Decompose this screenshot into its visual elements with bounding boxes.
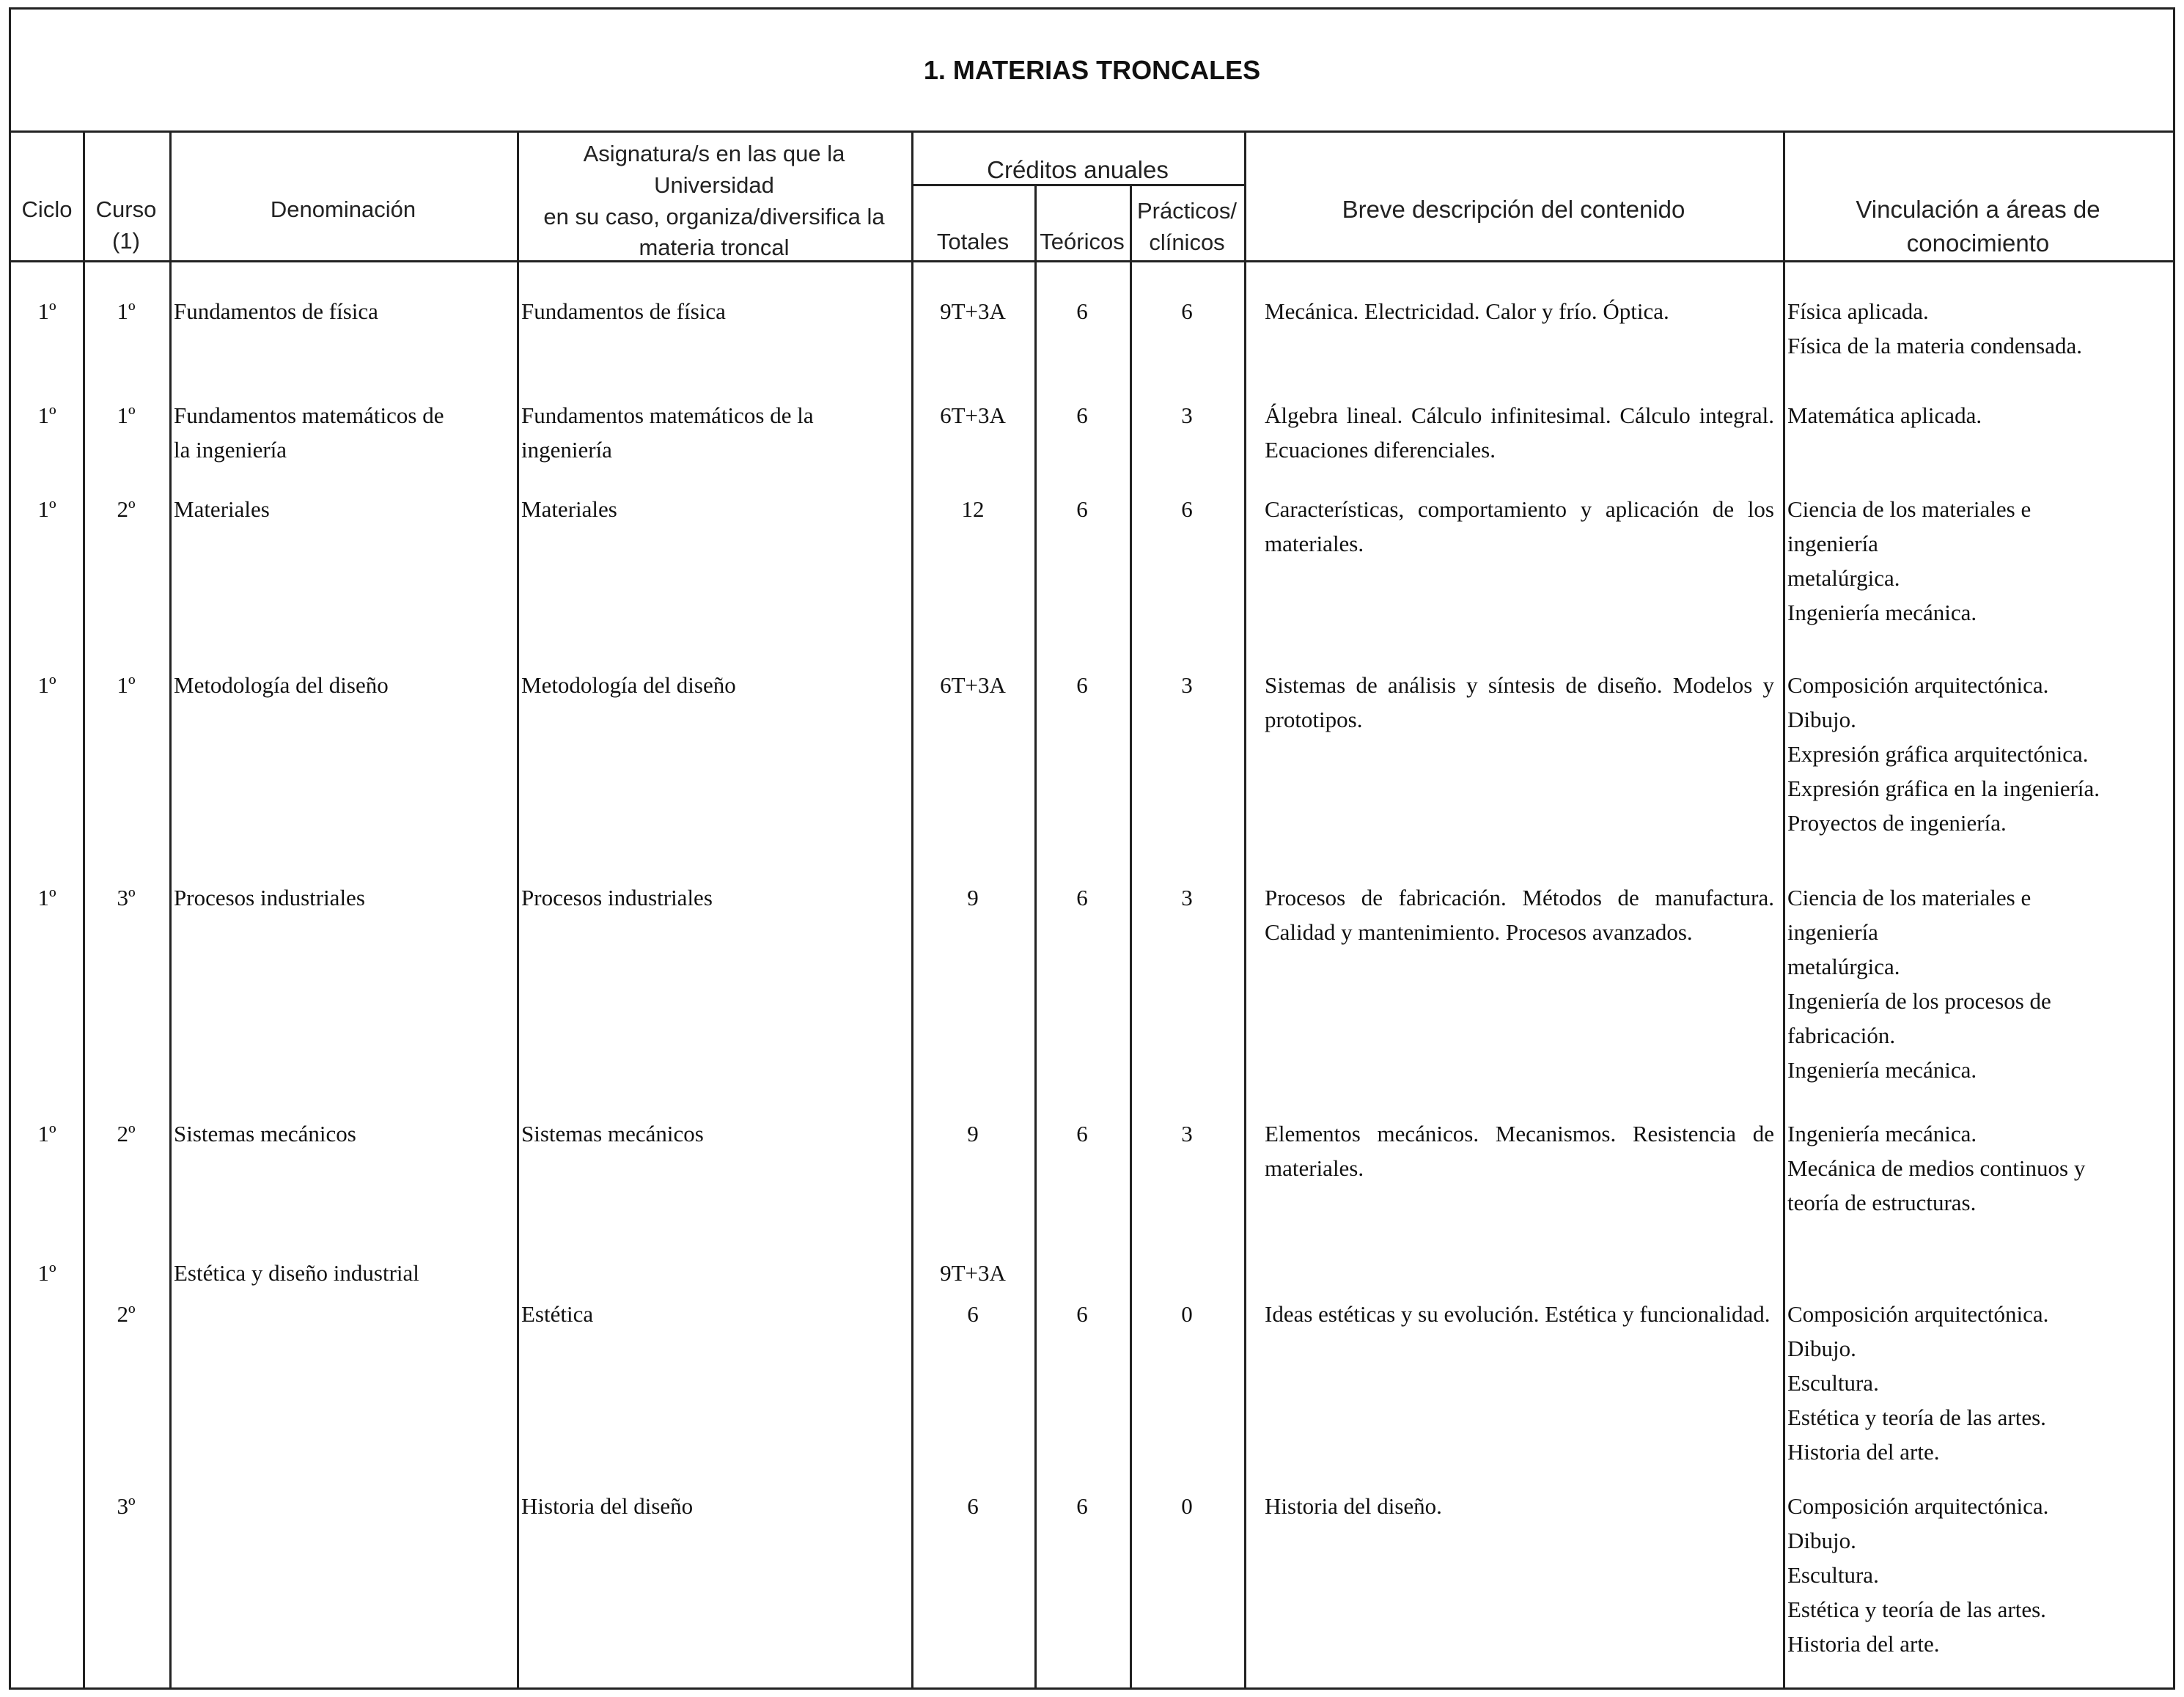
cell-totales: 9T+3A xyxy=(940,1260,1006,1286)
document-title: 1. MATERIAS TRONCALES xyxy=(11,10,2173,133)
cell-practicos: 6 xyxy=(1181,496,1193,522)
cell-descripcion: Historia del diseño. xyxy=(1265,1493,1442,1519)
cell-ciclo: 1º xyxy=(37,298,56,324)
cell-descripcion: Ideas estéticas y su evolución. Estética y funcionalidad. xyxy=(1265,1301,1771,1327)
cell-practicos: 3 xyxy=(1181,402,1193,428)
header-totales: Totales xyxy=(936,229,1010,254)
cell-curso: 3º xyxy=(117,885,136,910)
cell-ciclo: 1º xyxy=(37,885,56,910)
cell-descripcion: Procesos de fabricación. Métodos de manufactura. Calidad y mantenimiento. Procesos avanzados. xyxy=(1265,885,1774,945)
cell-asignatura: Fundamentos matemáticos de la ingeniería xyxy=(521,402,814,463)
cell-descripcion: Sistemas de análisis y síntesis de diseño. Modelos y prototipos. xyxy=(1265,672,1774,732)
cell-descripcion: Características, comportamiento y aplicación de los materiales. xyxy=(1265,496,1774,556)
cell-teoricos: 6 xyxy=(1076,402,1088,428)
cell-asignatura: Historia del diseño xyxy=(521,1493,694,1519)
cell-descripcion: Álgebra lineal. Cálculo infinitesimal. Cálculo integral. Ecuaciones diferenciales. xyxy=(1265,402,1774,463)
cell-descripcion: Mecánica. Electricidad. Calor y frío. Óptica. xyxy=(1265,298,1669,324)
cell-totales: 6 xyxy=(967,1301,979,1327)
cell-asignatura: Sistemas mecánicos xyxy=(521,1121,704,1146)
cell-practicos: 0 xyxy=(1181,1493,1193,1519)
cell-curso: 2º xyxy=(117,1121,136,1146)
cell-practicos: 3 xyxy=(1181,1121,1193,1146)
cell-asignatura: Fundamentos de física xyxy=(521,298,726,324)
cell-asignatura: Materiales xyxy=(521,496,617,522)
cell-asignatura: Metodología del diseño xyxy=(521,672,736,698)
column-divider xyxy=(1783,133,1785,1687)
cell-ciclo: 1º xyxy=(37,1260,56,1286)
cell-curso: 2º xyxy=(117,496,136,522)
cell-practicos: 6 xyxy=(1181,298,1193,324)
header-vinculacion: Vinculación a áreas de conocimiento xyxy=(1856,196,2100,257)
document-sheet xyxy=(9,7,2175,1690)
header-teoricos: Teóricos xyxy=(1040,229,1125,254)
cell-teoricos: 6 xyxy=(1076,1493,1088,1519)
cell-ciclo: 1º xyxy=(37,402,56,428)
cell-teoricos: 6 xyxy=(1076,1121,1088,1146)
cell-vinculacion: Ciencia de los materiales e ingeniería metalúrgica. Ingeniería mecánica. xyxy=(1787,496,2032,625)
cell-denominacion: Fundamentos de física xyxy=(174,298,378,324)
cell-curso: 1º xyxy=(117,402,136,428)
cell-ciclo: 1º xyxy=(37,496,56,522)
header-bottom-rule xyxy=(11,260,2173,262)
cell-descripcion: Elementos mecánicos. Mecanismos. Resistencia de materiales. xyxy=(1265,1121,1774,1181)
cell-asignatura: Procesos industriales xyxy=(521,885,713,910)
cell-teoricos: 6 xyxy=(1076,496,1088,522)
cell-teoricos: 6 xyxy=(1076,885,1088,910)
cell-practicos: 3 xyxy=(1181,672,1193,698)
cell-denominacion: Sistemas mecánicos xyxy=(174,1121,356,1146)
cell-vinculacion: Composición arquitectónica. Dibujo. Escultura. Estética y teoría de las artes. Historia del arte. xyxy=(1787,1493,2049,1657)
cell-curso: 1º xyxy=(117,298,136,324)
cell-totales: 9T+3A xyxy=(940,298,1006,324)
cell-curso: 2º xyxy=(117,1301,136,1327)
cell-vinculacion: Física aplicada. Física de la materia condensada. xyxy=(1787,298,2082,358)
cell-denominacion: Materiales xyxy=(174,496,270,522)
cell-vinculacion: Matemática aplicada. xyxy=(1787,402,1982,428)
cell-denominacion: Procesos industriales xyxy=(174,885,365,910)
header-denominacion: Denominación xyxy=(270,196,416,222)
column-divider xyxy=(169,133,172,1687)
cell-ciclo: 1º xyxy=(37,672,56,698)
cell-denominacion: Fundamentos matemáticos de la ingeniería xyxy=(174,402,444,463)
cell-totales: 12 xyxy=(961,496,985,522)
cell-denominacion: Estética y diseño industrial xyxy=(174,1260,419,1286)
header-descripcion: Breve descripción del contenido xyxy=(1342,196,1685,223)
cell-vinculacion: Ciencia de los materiales e ingeniería metalúrgica. Ingeniería de los procesos de fabricación. Ingeniería mecánica. xyxy=(1787,885,2051,1083)
cell-practicos: 0 xyxy=(1181,1301,1193,1327)
cell-totales: 9 xyxy=(967,885,979,910)
column-divider xyxy=(1244,133,1246,1687)
cell-vinculacion: Composición arquitectónica. Dibujo. Escultura. Estética y teoría de las artes. Historia del arte. xyxy=(1787,1301,2049,1465)
header-practicos: Prácticos/ clínicos xyxy=(1136,198,1238,255)
cell-curso: 3º xyxy=(117,1493,136,1519)
cell-vinculacion: Composición arquitectónica. Dibujo. Expresión gráfica arquitectónica. Expresión gráfica en la ingeniería. Proyectos de ingeniería. xyxy=(1787,672,2100,836)
cell-totales: 6T+3A xyxy=(940,672,1006,698)
cell-teoricos: 6 xyxy=(1076,672,1088,698)
cell-teoricos: 6 xyxy=(1076,1301,1088,1327)
cell-totales: 6T+3A xyxy=(940,402,1006,428)
cell-asignatura: Estética xyxy=(521,1301,594,1327)
cell-totales: 6 xyxy=(967,1493,979,1519)
cell-ciclo: 1º xyxy=(37,1121,56,1146)
cell-practicos: 3 xyxy=(1181,885,1193,910)
header-curso: Curso (1) xyxy=(95,196,157,254)
cell-teoricos: 6 xyxy=(1076,298,1088,324)
header-asignatura: Asignatura/s en las que la Universidad en su caso, organiza/diversifica la materia troncal xyxy=(543,141,885,261)
header-ciclo: Ciclo xyxy=(21,196,73,222)
cell-totales: 9 xyxy=(967,1121,979,1146)
cell-denominacion: Metodología del diseño xyxy=(174,672,389,698)
header-creditos-anuales: Créditos anuales xyxy=(987,156,1169,183)
cell-vinculacion: Ingeniería mecánica. Mecánica de medios continuos y teoría de estructuras. xyxy=(1787,1121,2086,1215)
column-divider xyxy=(517,133,519,1687)
cell-curso: 1º xyxy=(117,672,136,698)
